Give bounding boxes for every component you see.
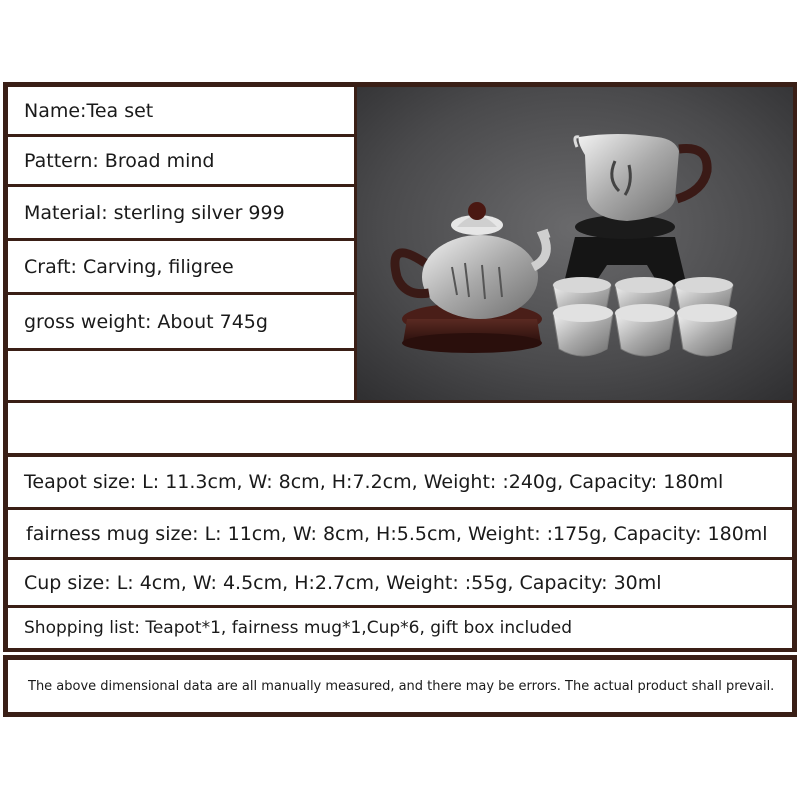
fairness-mug-size-row: fairness mug size: L: 11cm, W: 8cm, H:5.5cm, Weight: :175g, Capacity: 180ml [8,510,792,557]
shopping-list-row: Shopping list: Teapot*1, fairness mug*1,Cup*6, gift box included [8,608,792,648]
tea-set-illustration [357,87,793,400]
product-photo [357,87,793,400]
teapot-size-row: Teapot size: L: 11.3cm, W: 8cm, H:7.2cm, Weight: :240g, Capacity: 180ml [8,457,792,507]
spec-craft: Craft: Carving, filigree [8,241,354,292]
spec-gross-weight: gross weight: About 745g [8,295,354,348]
spec-empty-cell [8,351,354,400]
spec-pattern: Pattern: Broad mind [8,137,354,184]
disclaimer-text: The above dimensional data are all manually measured, and there may be errors. The actual product shall prevail. [8,660,792,712]
spec-name: Name:Tea set [8,87,354,134]
spec-empty-row [8,403,792,453]
spec-material: Material: sterling silver 999 [8,187,354,238]
cup-size-row: Cup size: L: 4cm, W: 4.5cm, H:2.7cm, Weight: :55g, Capacity: 30ml [8,560,792,605]
